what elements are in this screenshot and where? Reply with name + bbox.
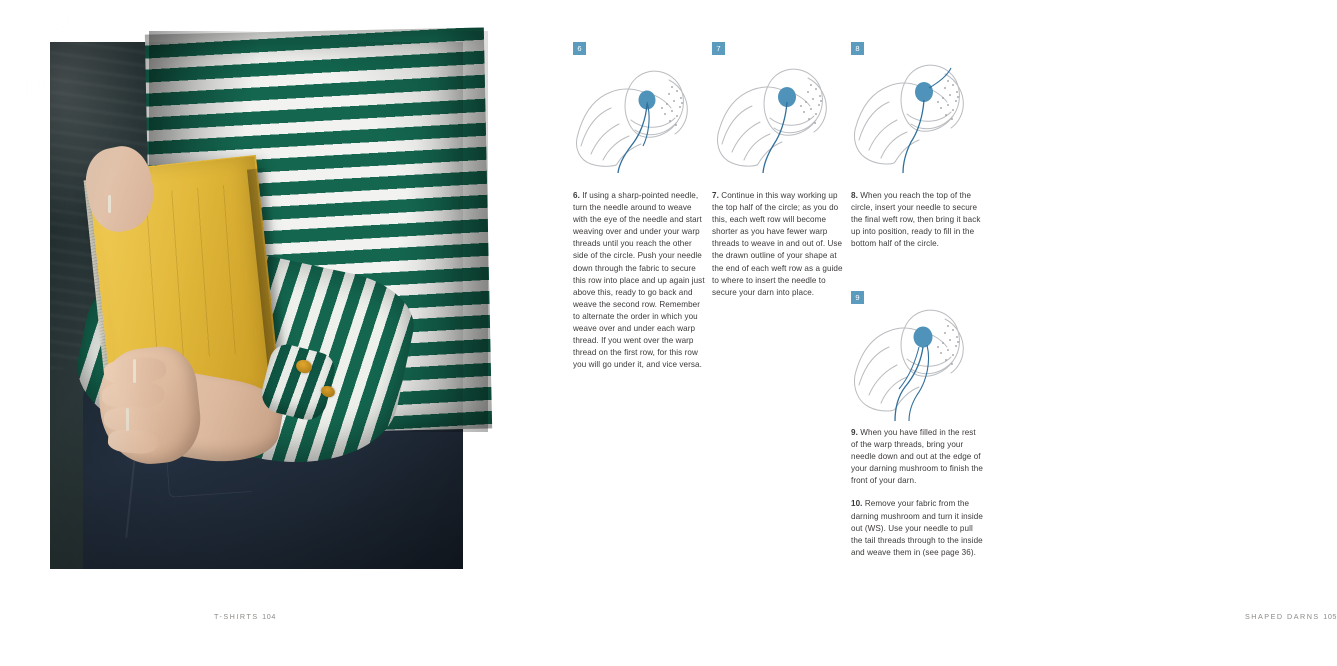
figure-7-number: 7 xyxy=(712,42,725,55)
figure-6-darning-mushroom-weaving xyxy=(573,42,705,174)
step-8-text-block xyxy=(851,190,983,250)
folio-left xyxy=(214,612,276,621)
step-9 xyxy=(851,427,983,487)
figure-6-fabric-texture xyxy=(661,86,683,126)
step-7-text: Continue in this way working up the top half of the circle; as you do this, each weft row will become shorter as you have fewer warp threads to weave in and out of. Use the drawn outline of your shape at the end of each weft row as a guide to where to insert the needle to secure your darn into place. xyxy=(712,191,843,297)
folio-right-label: SHAPED DARNS xyxy=(1245,612,1320,621)
figure-9-fabric-texture xyxy=(937,325,959,365)
step-10 xyxy=(851,498,983,558)
steps-9-10-text-block xyxy=(851,427,983,570)
figure-8-illustration xyxy=(851,42,983,174)
step-7-text-block xyxy=(712,190,844,299)
figure-6-number: 6 xyxy=(573,42,586,55)
left-page xyxy=(0,0,512,666)
figure-9-finishing-front-of-darn xyxy=(851,291,983,423)
figure-6-darn-blue xyxy=(618,91,656,174)
step-10-number: 10. xyxy=(851,499,863,509)
figure-6-illustration xyxy=(573,42,705,174)
figure-7-darn-blue xyxy=(763,87,796,173)
column-three-lower xyxy=(851,291,983,423)
column-one xyxy=(573,42,705,382)
figure-9-illustration xyxy=(851,291,983,423)
step-6-text-block xyxy=(573,190,705,371)
figure-7-weaving-top-half xyxy=(712,42,844,174)
folio-left-label: T-SHIRTS xyxy=(214,612,259,621)
step-8-text: When you reach the top of the circle, insert your needle to secure the final weft row, then bring it back up into position, ready to fill in the bottom half of the circle. xyxy=(851,191,981,249)
figure-7-fabric-texture xyxy=(800,84,822,124)
photo-ring-index xyxy=(133,359,136,383)
figure-9-number: 9 xyxy=(851,291,864,304)
step-6-text: If using a sharp-pointed needle, turn the needle around to weave with the eye of the needle and start weaving over and under your warp threads until you reach the other side of the circle. Push your needle down through the fabric to secure this row into place and up again just above this, ready to go back and weave the second row. Remember to alternate the order in which you weave over and under each warp thread. If you went over the warp thread on the first row, for this row you will go under it, and vice versa. xyxy=(573,191,705,370)
column-two xyxy=(712,42,844,310)
step-6-number: 6. xyxy=(573,191,580,200)
folio-right xyxy=(1245,612,1337,621)
step-10-text: Remove your fabric from the darning mushroom and turn it inside out (WS). Use your needle to pull the tail threads through to the inside and weave them in (see page 36). xyxy=(851,499,983,557)
column-three xyxy=(851,42,983,261)
step-7-number: 7. xyxy=(712,191,719,200)
step-8 xyxy=(851,190,983,250)
photo-striped-sweater-holding-book xyxy=(50,42,463,569)
folio-right-number: 105 xyxy=(1323,612,1337,621)
step-8-number: 8. xyxy=(851,191,858,200)
figure-8-number: 8 xyxy=(851,42,864,55)
figure-7-illustration xyxy=(712,42,844,174)
step-9-number: 9. xyxy=(851,428,858,437)
photo-finger xyxy=(103,406,161,432)
right-page xyxy=(512,0,1337,666)
folio-left-number: 104 xyxy=(262,612,276,621)
step-7 xyxy=(712,190,844,299)
figure-8-top-of-circle xyxy=(851,42,983,174)
step-9-text: When you have filled in the rest of the warp threads, bring your needle down and out at the edge of your darning mushroom to finish the front of your darn. xyxy=(851,428,983,486)
photo-ring-ring-finger xyxy=(126,408,129,431)
step-6 xyxy=(573,190,705,371)
photo-ring-upper xyxy=(108,195,111,213)
figure-9-darn-blue xyxy=(895,327,933,422)
figure-8-fabric-texture xyxy=(937,80,959,120)
